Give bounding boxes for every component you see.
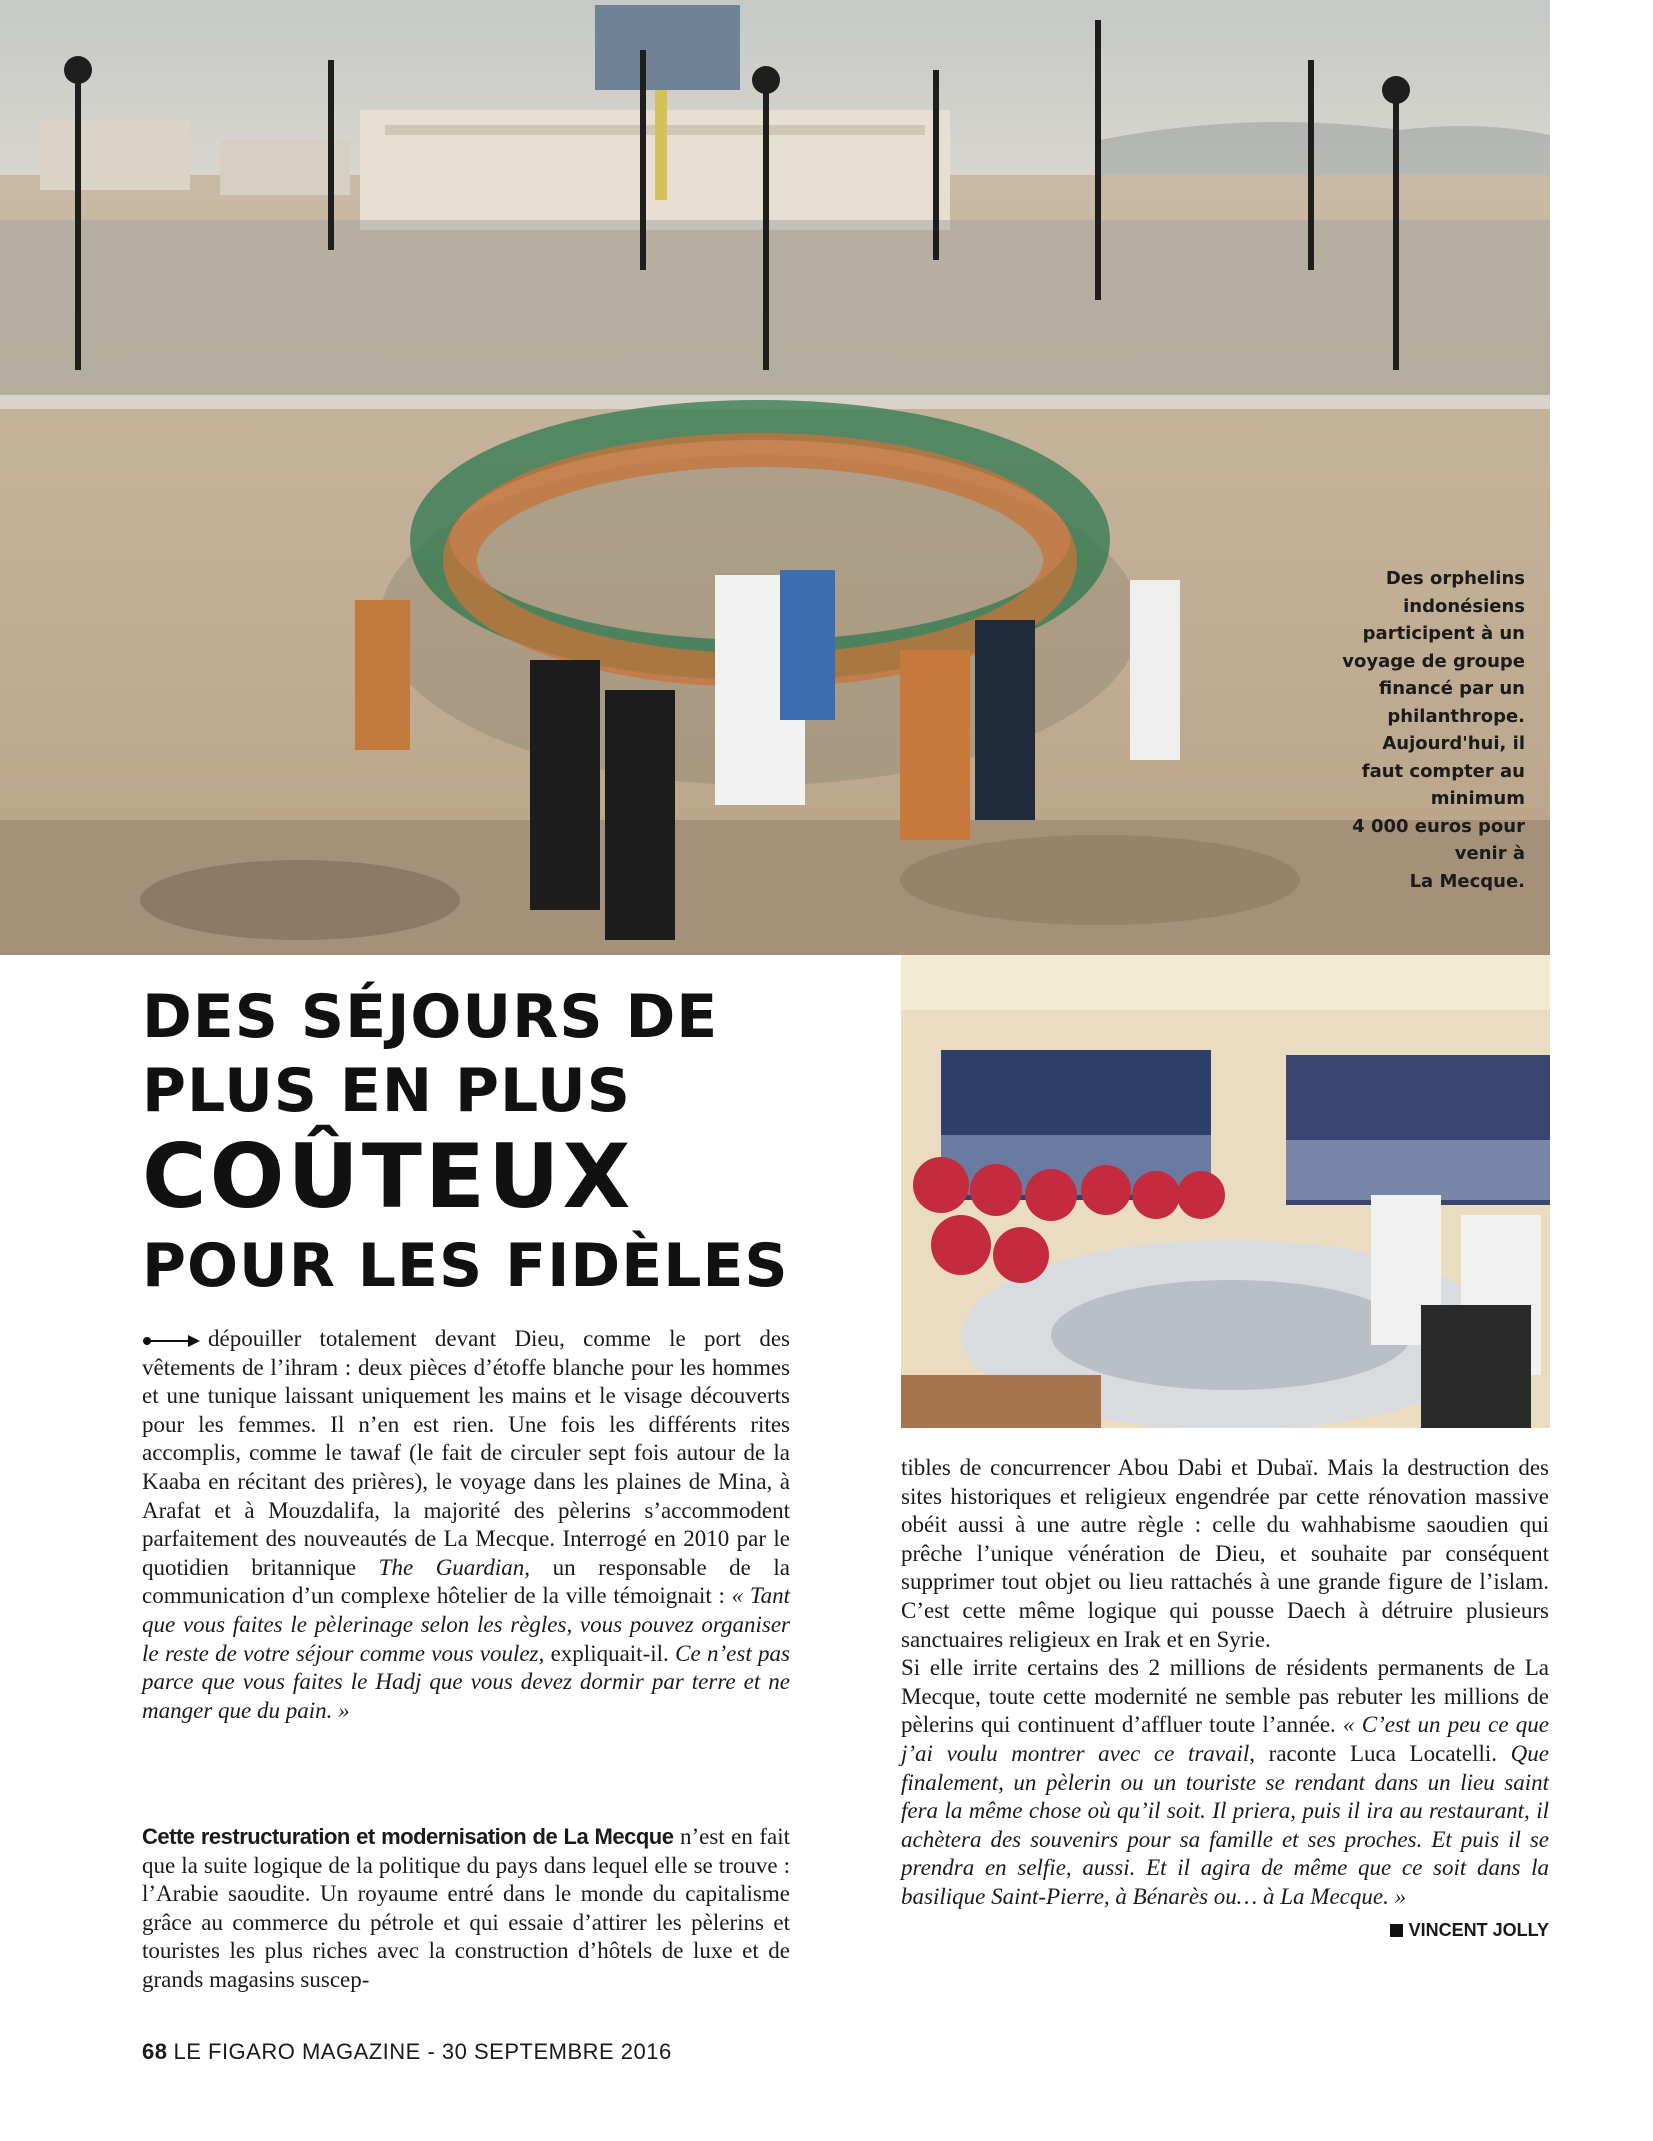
caption-line: participent à un — [1362, 623, 1525, 644]
p1-text: dépouiller totalement devant Dieu, comme le port des vêtements de l’ihram : deux pièces d’étoffe blanche pour les hommes et une tunique laissant uniquement les mains et le visage découverts pour les femmes. Il n’en est rien. Une fois les différents rites accomplis, comme le tawaf (le fait de circuler sept fois autour de la Kaaba en récitant des prières), le voyage dans les plaines de Mina, à Arafat et à Mouzdalifa, la majorité des pèlerins s’accommodent parfaitement des nouveautés de La Mecque. Interrogé en 2010 par le quotidien britannique — [142, 1326, 790, 1580]
p2-lead: Cette restructuration et modernisation de La Mecque — [142, 1824, 674, 1849]
paragraph-4 — [901, 1654, 1549, 1940]
p1-quote-1: « Tant que vous faites le pèlerinage selon les règles, vous pouvez organiser le reste de votre séjour comme vous voulez, — [142, 1583, 790, 1666]
p1-mid: , un responsable de la communication d’un complexe hôtelier de la ville témoignait : — [142, 1554, 790, 1609]
article-headline — [142, 980, 789, 1306]
caption-line: Aujourd'hui, il — [1382, 733, 1525, 754]
photo-caption — [1300, 565, 1525, 895]
p4-quote-1: « C’est un peu ce que j’ai voulu montrer avec ce travail, — [901, 1712, 1549, 1766]
headline-line-1: DES SÉJOURS DE — [142, 982, 719, 1052]
p4-quote-2: Que finalement, un pèlerin ou un touriste se rendant dans un lieu saint fera la même chose où qu’il soit. Il priera, puis il ira au restaurant, il achètera des souvenirs pour sa famille et ses proches. Et puis il se prendra en selfie, aussi. Et il agira de même que ce soit dans la basilique Saint-Pierre, à Bénarès ou… à La Mecque. » — [901, 1740, 1549, 1909]
publication-line: LE FIGARO MAGAZINE - 30 SEPTEMBRE 2016 — [173, 2039, 672, 2064]
headline-line-3: COÛTEUX — [142, 1125, 634, 1228]
author-name: VINCENT JOLLY — [1408, 1919, 1549, 1940]
p4-raconte: raconte Luca Locatelli. — [1255, 1740, 1511, 1766]
caption-line: minimum — [1430, 788, 1525, 809]
p1-quote-2: Ce n’est pas parce que vous faites le Hadj que vous devez dormir par terre et ne manger que du pain. » — [142, 1640, 790, 1723]
p1-guardian: The Guardian — [378, 1554, 525, 1580]
author-byline — [1390, 1916, 1549, 1945]
headline-line-4: POUR LES FIDÈLES — [142, 1231, 789, 1301]
caption-line: financé par un — [1378, 678, 1525, 699]
article-column-1-bottom — [142, 1823, 790, 1995]
p2-text: n’est en fait que la suite logique de la politique du pays dans lequel elle se trouve : l’Arabie saoudite. Un royaume entré dans le monde du capitalisme grâce au commerce du pétrole et qui essaie d’attirer les pèlerins et touristes les plus riches avec la construction d’hôtels de luxe et de grands magasins suscep- — [142, 1824, 790, 1992]
page-number: 68 — [142, 2039, 168, 2064]
caption-line: faut compter au — [1361, 760, 1525, 782]
photo-model-mecca — [901, 955, 1550, 1428]
article-column-1-top — [142, 1325, 790, 1725]
caption-line: philanthrope. — [1387, 705, 1525, 727]
caption-line: 4 000 euros pour — [1352, 815, 1525, 837]
headline-line-2: PLUS EN PLUS — [142, 1056, 631, 1126]
page-footer — [142, 2039, 672, 2065]
paragraph-3: tibles de concurrencer Abou Dabi et Dubaï. Mais la destruction des sites historiques et religieux engendrée par cette rénovation massive obéit aussi à une autre règle : celle du wahhabisme saoudien qui prêche l’unique vénération de Dieu, et souhaite par conséquent supprimer tout objet ou lieu rattachés à une grande figure de l’islam. C’est cette même logique qui pousse Daech à détruire plusieurs sanctuaires religieux en Irak et en Syrie. — [901, 1455, 1549, 1652]
p1-expl: expliquait-il. — [544, 1640, 676, 1666]
paragraph-2 — [142, 1823, 790, 1995]
caption-line: La Mecque. — [1409, 870, 1525, 892]
article-column-2 — [901, 1454, 1549, 1944]
p4-text: Si elle irrite certains des 2 millions de résidents permanents de La Mecque, toute cette modernité ne semble pas rebuter les millions de pèlerins qui continuent d’affluer toute l’année. — [901, 1655, 1549, 1738]
square-bullet-icon — [1390, 1924, 1403, 1937]
arrow-icon — [142, 1334, 202, 1348]
caption-line: Des orphelins — [1385, 568, 1525, 589]
paragraph-1 — [142, 1325, 790, 1725]
caption-line: voyage de groupe — [1342, 650, 1525, 672]
caption-line: indonésiens — [1403, 595, 1525, 617]
caption-line: venir à — [1454, 843, 1525, 864]
